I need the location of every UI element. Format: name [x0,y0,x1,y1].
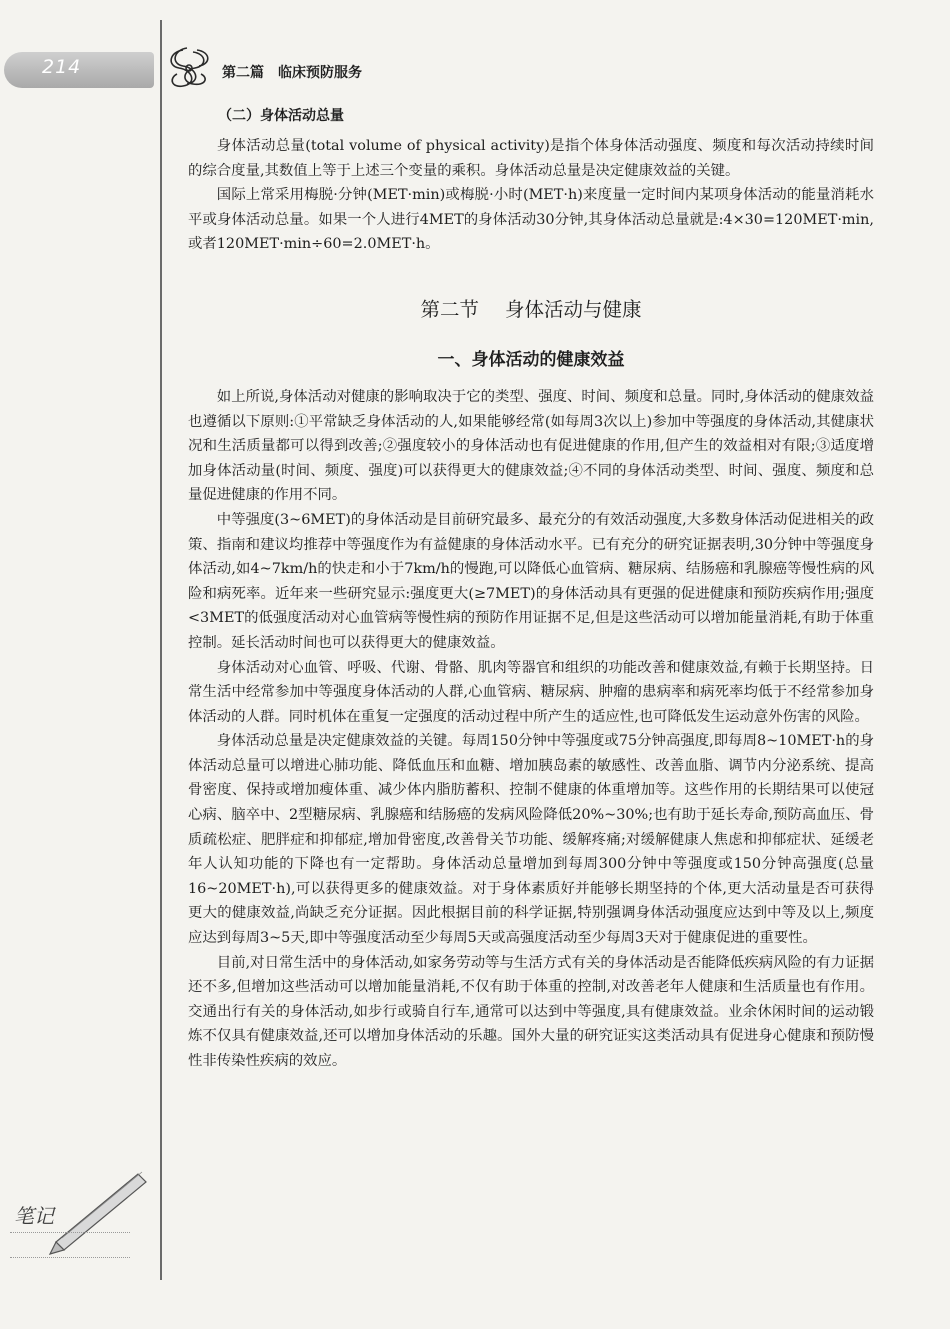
paragraph: 身体活动总量(total volume of physical activity)是指个体身体活动强度、频度和每次活动持续时间的综合度量,其数值上等于上述三个变量的乘积。身体活动总量是决定健康效益的关键。 [188,138,874,179]
paragraph: 身体活动总量是决定健康效益的关键。每周150分钟中等强度或75分钟高强度,即每周8~10MET·h的身体活动总量可以增进心肺功能、降低血压和血糖、增加胰岛素的敏感性、改善血脂、调节内分泌系统、提高骨密度、保持或增加瘦体重、减少体内脂肪蓄积、控制不健康的体重增加等。这些作用的长期结果可以使冠心病、脑卒中、2型糖尿病、乳腺癌和结肠癌的发病风险降低20%~30%;也有助于延长寿命,预防高血压、骨质疏松症、肥胖症和抑郁症,增加骨密度,改善骨关节功能、缓解疼痛;对缓解健康人焦虑和抑郁症状、延缓老年人认知功能的下降也有一定帮助。身体活动总量增加到每周300分钟中等强度或150分钟高强度(总量16~20MET·h),可以获得更多的健康效益。对于身体素质好并能够长期坚持的个体,更大活动量是否可获得更大的健康效益,尚缺乏充分证据。因此根据目前的科学证据,特别强调身体活动强度应达到中等及以上,频度应达到每周3~5天,即中等强度活动至少每周5天或高强度活动至少每周3天对于健康促进的重要性。 [188,733,874,947]
header-section-title: 第二篇 临床预防服务 [222,65,362,81]
subheading-total-activity: （二）身体活动总量 [218,108,344,124]
paragraph: 身体活动对心血管、呼吸、代谢、骨骼、肌肉等器官和组织的功能改善和健康效益,有赖于长期坚持。日常生活中经常参加中等强度身体活动的人群,心血管病、糖尿病、肿瘤的患病率和病死率均低于不经常参加身体活动的人群。同时机体在重复一定强度的活动过程中所产生的适应性,也可降低发生运动意外伤害的风险。 [188,659,874,725]
margin-divider-line [160,20,162,1280]
section-title [188,295,874,325]
swirl-ornament-icon [163,44,215,92]
paragraph: 目前,对日常生活中的身体活动,如家务劳动等与生活方式有关的身体活动是否能降低疾病风险的有力证据还不多,但增加这些活动可以增加能量消耗,不仅有助于体重的控制,对改善老年人健康和生活质量也有作用。交通出行有关的身体活动,如步行或骑自行车,通常可以达到中等强度,具有健康效益。业余休闲时间的运动锻炼不仅具有健康效益,还可以增加身体活动的乐趣。国外大量的研究证实这类活动具有促进身心健康和预防慢性非传染性疾病的效应。 [188,954,874,1069]
paragraph: 如上所说,身体活动对健康的影响取决于它的类型、强度、时间、频度和总量。同时,身体活动的健康效益也遵循以下原则:①平常缺乏身体活动的人,如果能够经常(如每周3次以上)参加中等强度的身体活动,其健康状况和生活质量都可以得到改善;②强度较小的身体活动也有促进健康的作用,但产生的效益相对有限;③适度增加身体活动量(时间、频度、强度)可以获得更大的健康效益;④不同的身体活动类型、时间、强度、频度和总量促进健康的作用不同。 [188,388,874,504]
notes-label: 笔记 [14,1204,54,1228]
page-content [188,100,874,1074]
paragraph: 国际上常采用梅脱·分钟(MET·min)或梅脱·小时(MET·h)来度量一定时间内某项身体活动的能量消耗水平或身体活动总量。如果一个人进行4MET的身体活动30分钟,其身体活动总量就是:4×30=120MET·min,或者120MET·min÷60=2.0MET·h。 [188,187,874,253]
section-name: 身体活动与健康 [505,297,642,321]
section-number: 第二节 [420,297,479,321]
notes-dotted-lines [10,1232,130,1258]
heading-health-benefits: 一、身体活动的健康效益 [437,349,625,370]
page-number: 214 [42,56,82,78]
paragraph: 中等强度(3~6MET)的身体活动是目前研究最多、最充分的有效活动强度,大多数身体活动促进相关的政策、指南和建议均推荐中等强度作为有益健康的身体活动水平。已有充分的研究证据表明,30分钟中等强度身体活动,如4~7km/h的快走和小于7km/h的慢跑,可以降低心血管病、糖尿病、结肠癌和乳腺癌等慢性病的风险和病死率。近年来一些研究显示:强度更大(≥7MET)的身体活动具有更强的促进健康和预防疾病作用;强度<3MET的低强度活动对心血管病等慢性病的预防作用证据不足,但是这些活动可以增加能量消耗,有助于体重控制。延长活动时间也可以获得更大的健康效益。 [188,511,874,651]
